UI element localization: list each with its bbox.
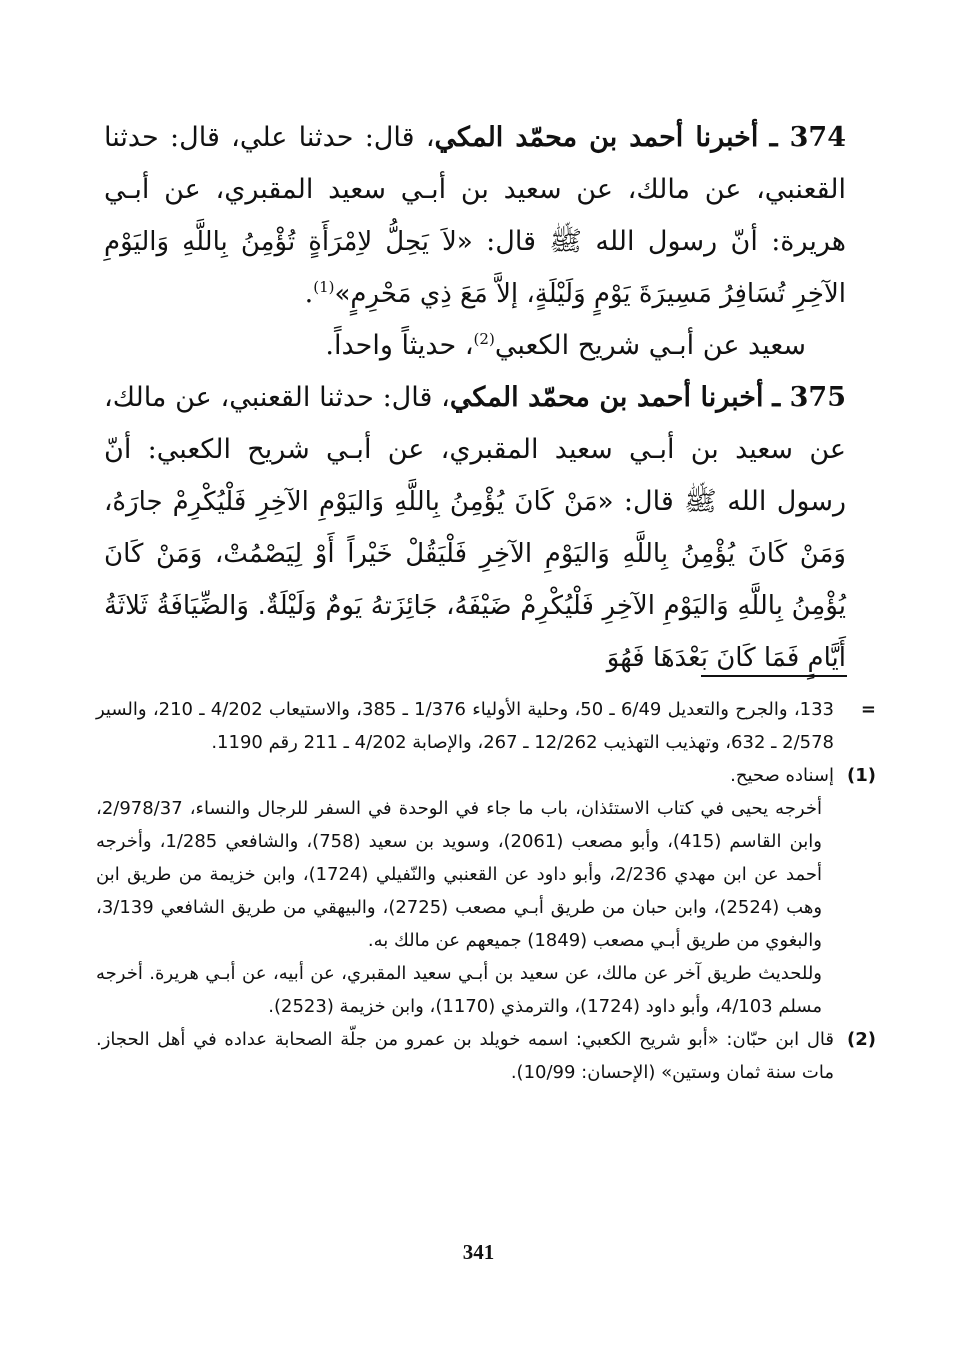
main-text [104,112,846,684]
footnote-text: 133، والجرح والتعديل 6/49 ـ 50، وحلية الأولياء 1/376 ـ 385، والاستيعاب 4/202 ـ 210، والسير 2/578 ـ 632، وتهذيب التهذيب 12/262 ـ 267، والإصابة 4/202 ـ 211 رقم 1190. [96,699,834,753]
hadith-quote: «لاَ يَحِلُّ لاِمْرَأَةٍ تُؤْمِنُ بِاللَّهِ وَاليَوْمِ الآخِرِ تُسَافِرُ مَسِيرَةَ يَوْمٍ وَلَيْلَةٍ، إلاَّ مَعَ ذِي مَحْرِمٍ» [104,227,846,309]
footnote-body [96,693,834,759]
note-tail: ، حديثاً واحداً. [325,330,474,361]
footnote-marker: (1) [847,765,876,786]
chain-text: ، قال: حدثنا علي، قال: حدثنا القعنبي، عن مالك، عن سعيد بن أبـي سعيد المقبري، عن أبـي هريرة: أنّ رسول الله ﷺ قال: [104,122,846,257]
chain-lead: أخبرنا أحمد بن محمّد المكي [449,382,764,413]
page-number: 341 [462,1240,495,1264]
chain-lead: أخبرنا أحمد بن محمّد المكي [434,122,759,153]
footnote-ref: (1) [313,278,335,296]
footnote-paragraph: أخرجه يحيى في كتاب الاستئذان، باب ما جاء في الوحدة في السفر للرجال والنساء، 2/978/37، وابن القاسم (415)، وأبو مصعب (2061)، وسويد بن سعيد (758)، والشافعي 1/285، وأخرجه أحمد عن ابن مهدي 2/236، وأبو داود عن القعنبي والنّفيلي (1724)، وابن خزيمة من طريق ابن وهب (2524)، وابن حبان من طريق أبـي مصعب (2725)، والبيهقي من طريق الشافعي 3/139، والبغوي من طريق أبـي مصعب (1849) جميعهم عن مالك به. [96,798,823,951]
note-text: سعيد عن أبـي شريح الكعبي [494,330,806,361]
chain-text: ، قال: حدثنا القعنبي، عن مالك، عن سعيد بن أبـي سعيد المقبري، عن أبـي شريح الكعبي: أنّ رسول الله ﷺ قال: [104,382,846,517]
footnotes [96,693,876,1089]
sentence-end: . [304,278,314,309]
footnote-body [96,759,834,1023]
footnote-marker: = [860,699,876,720]
footnote-separator [701,675,847,677]
hadith-quote: «مَنْ كَانَ يُؤْمِنُ بِاللَّهِ وَاليَوْمِ الآخِرِ فَلْيُكْرِمْ جارَهُ، وَمَنْ كَانَ يُؤْمِنُ بِاللَّهِ وَاليَوْمِ الآخِرِ فَلْيَقُلْ خَيْراً أَوْ لِيَصْمُتْ، وَمَنْ كَانَ يُؤْمِنُ بِاللَّهِ وَاليَوْمِ الآخِرِ فَلْيُكْرِمْ ضَيْفَهُ، جَائِزَتهُ يَومٌ وَلَيْلَةٌ. وَالضِّيَافَةُ ثَلاثَةُ أَيَّامٍ فَمَا كَانَ بَعْدَهَا فَهُوَ [104,487,846,673]
hadith-375 [104,372,846,684]
footnote-continuation [96,693,876,759]
hadith-number: 375 ـ [772,382,847,413]
hadith-number: 374 ـ [769,122,847,153]
footnote-line: إسناده صحيح. [730,765,834,786]
footnote-body [96,1023,834,1089]
footnote-ref: (2) [473,330,495,348]
footnote-2 [96,1023,876,1089]
footnote-text: قال ابن حبّان: «أبو شريح الكعبي: اسمه خويلد بن عمرو من جلّة الصحابة عداده في أهل الحجاز. مات سنة ثمان وستين» (الإحسان: 10/99). [96,1029,834,1083]
footnote-marker: (2) [847,1029,876,1050]
narration-note [104,320,846,372]
footnote-1 [96,759,876,1023]
hadith-374 [104,112,846,320]
footnote-paragraph: وللحديث طريق آخر عن مالك، عن سعيد بن أبـي سعيد المقبري، عن أبيه، عن أبـي هريرة. أخرجه مسلم 4/103، وأبو داود (1724)، والترمذي (1170)، وابن خزيمة (2523). [96,963,822,1017]
